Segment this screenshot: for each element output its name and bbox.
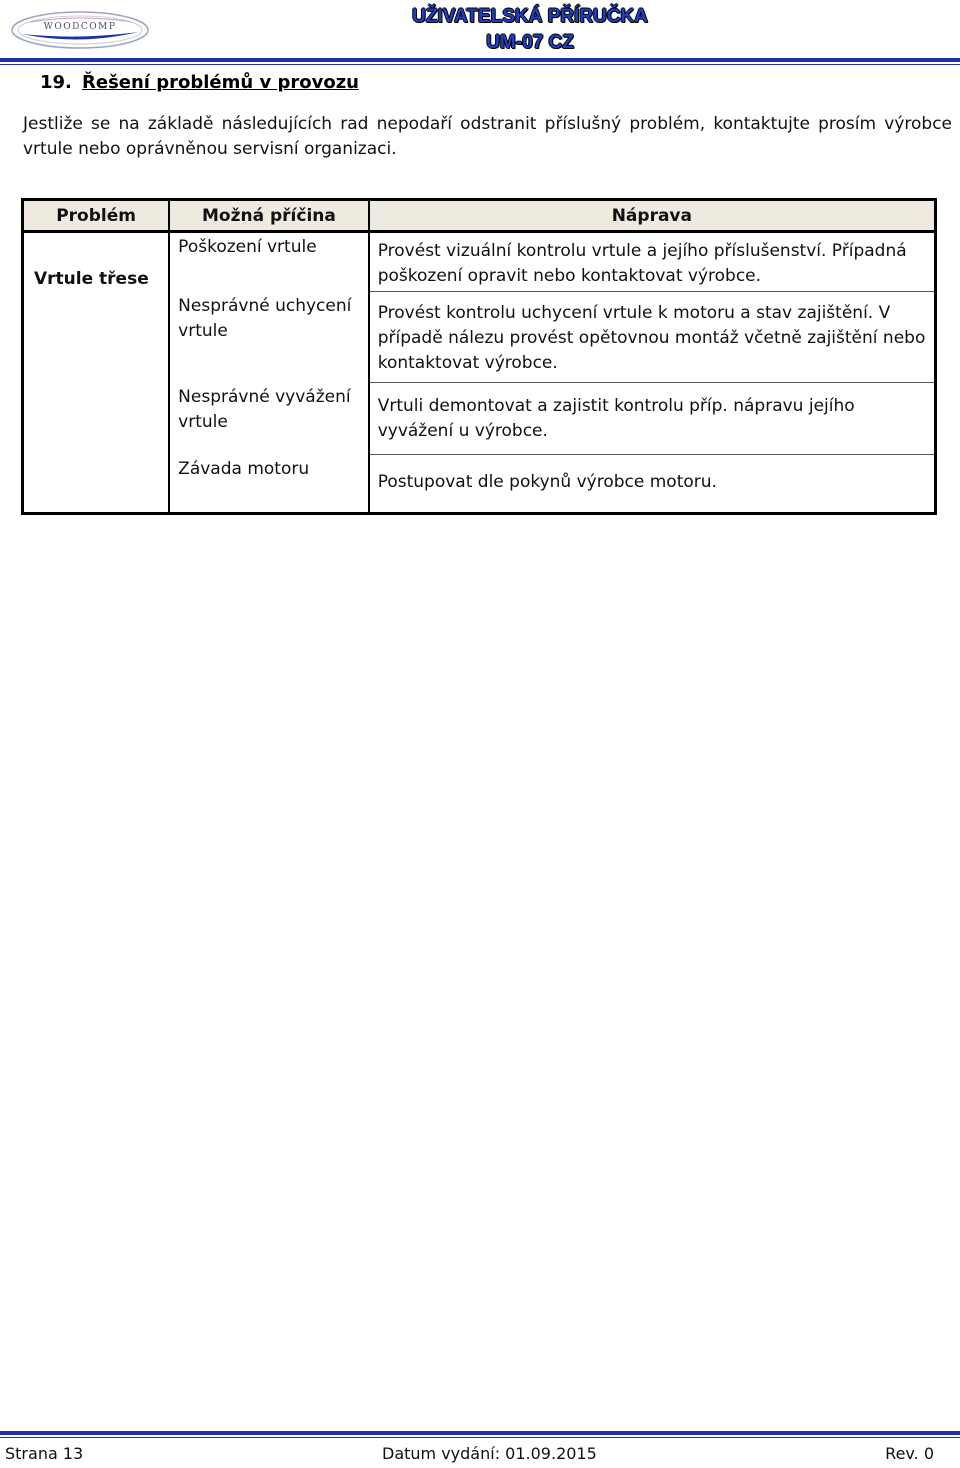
issue-date: Datum vydání: 01.09.2015 <box>382 1444 597 1463</box>
fix-cell: Provést kontrolu uchycení vrtule k motoru a stav zajištění. V případě nálezu provést opětovnou montáž včetně zajištění nebo kontaktovat výrobce. <box>369 292 936 383</box>
column-header-cause: Možná příčina <box>169 200 369 232</box>
footer-rule <box>0 1431 960 1435</box>
manual-title-line1: UŽIVATELSKÁ PŘÍRUČKA <box>412 6 648 27</box>
cause-cell: Nesprávné uchycení vrtule <box>169 292 369 383</box>
cause-cell: Nesprávné vyvážení vrtule <box>169 383 369 455</box>
revision: Rev. 0 <box>885 1444 934 1463</box>
footer-rule-thin <box>0 1437 960 1438</box>
fix-cell: Postupovat dle pokynů výrobce motoru. <box>369 455 936 514</box>
section-number: 19. <box>40 72 72 93</box>
cause-cell: Poškození vrtule <box>169 232 369 292</box>
problem-cell: Vrtule třese <box>23 232 170 514</box>
section-title: Řešení problémů v provozu <box>82 72 359 93</box>
cause-cell: Závada motoru <box>169 455 369 514</box>
intro-paragraph: Jestliže se na základě následujících rad nepodaří odstranit příslušný problém, kontaktujte prosím výrobce vrtule nebo oprávněnou servisní organizaci. <box>23 114 952 159</box>
table-row <box>23 232 936 292</box>
header-rule <box>0 58 960 62</box>
fix-cell: Provést vizuální kontrolu vrtule a jejího příslušenství. Případná poškození opravit nebo kontaktovat výrobce. <box>369 232 936 292</box>
svg-text:WOODCOMP: WOODCOMP <box>43 22 117 32</box>
page-number: Strana 13 <box>5 1444 84 1463</box>
manual-title <box>380 4 680 56</box>
section-heading <box>40 72 359 93</box>
manual-title-line2: UM-07 CZ <box>486 32 574 53</box>
troubleshooting-table <box>21 198 937 515</box>
column-header-problem: Problém <box>23 200 170 232</box>
table-header-row <box>23 200 936 232</box>
column-header-fix: Náprava <box>369 200 936 232</box>
woodcomp-logo <box>10 10 150 50</box>
header-rule-thin <box>0 64 960 65</box>
fix-cell: Vrtuli demontovat a zajistit kontrolu příp. nápravu jejího vyvážení u výrobce. <box>369 383 936 455</box>
